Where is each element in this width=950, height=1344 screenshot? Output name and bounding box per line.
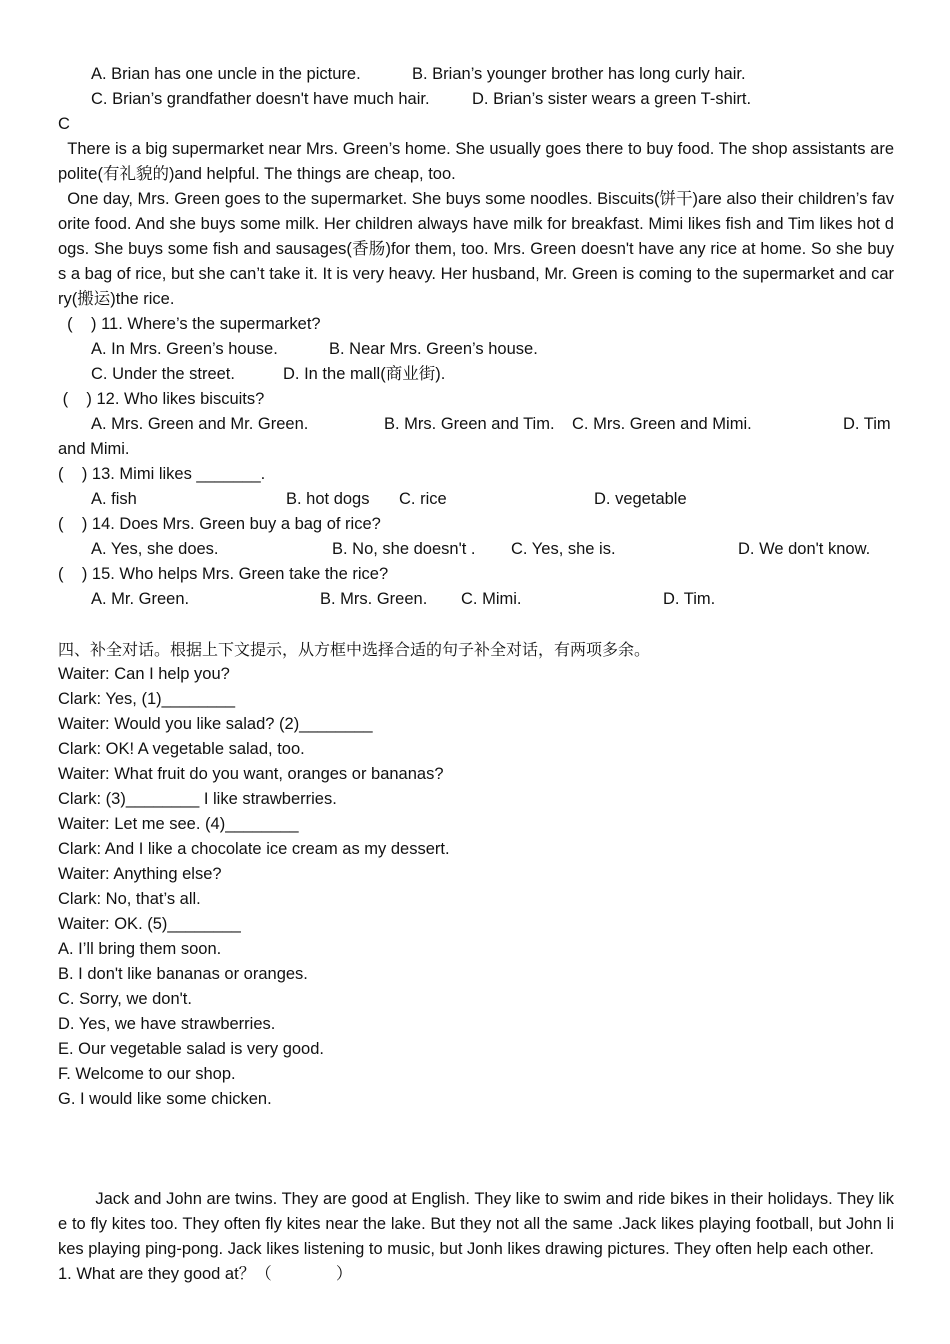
q15-option-a: A. Mr. Green. bbox=[91, 590, 190, 608]
q13-option-a: A. fish bbox=[91, 490, 137, 508]
q14-option-c: C. Yes, she is. bbox=[511, 540, 616, 558]
q15-options-row bbox=[58, 587, 894, 612]
spacer bbox=[58, 1112, 894, 1162]
options-row-b2 bbox=[58, 87, 894, 112]
option-c: C. Brian’s grandfather doesn't have much hair. bbox=[91, 90, 430, 108]
dialogue-line: Clark: Yes, (1)________ bbox=[58, 690, 236, 708]
dialogue-line: Waiter: Let me see. (4)________ bbox=[58, 815, 299, 833]
q13-options-row bbox=[58, 487, 894, 512]
q12-option-d: D. Tim bbox=[843, 415, 891, 433]
choice-item: G. I would like some chicken. bbox=[58, 1090, 272, 1108]
question-12: ( ) 12. Who likes biscuits? bbox=[58, 390, 265, 408]
dialogue-line: Clark: No, that’s all. bbox=[58, 890, 201, 908]
q12-options-row bbox=[58, 412, 894, 437]
twins-passage: Jack and John are twins. They are good at English. They like to swim and ride bikes in their holidays. They like to fly kites too. They often fly kites near the lake. But they not all the same .Jack likes playing football, but John likes playing ping-pong. Jack likes listening to music, but Jonh likes drawing pictures. They often help each other. bbox=[58, 1190, 894, 1258]
q11-options-row1 bbox=[58, 337, 894, 362]
question-15: ( ) 15. Who helps Mrs. Green take the rice? bbox=[58, 565, 389, 583]
option-d: D. Brian’s sister wears a green T-shirt. bbox=[472, 90, 752, 108]
choice-item: D. Yes, we have strawberries. bbox=[58, 1015, 276, 1033]
spacer bbox=[58, 612, 894, 637]
dialogue-line: Waiter: What fruit do you want, oranges or bananas? bbox=[58, 765, 444, 783]
q12-option-d-continuation: and Mimi. bbox=[58, 440, 130, 458]
choice-item: A. I’ll bring them soon. bbox=[58, 940, 222, 958]
dialogue-line: Waiter: Can I help you? bbox=[58, 665, 230, 683]
choice-item: E. Our vegetable salad is very good. bbox=[58, 1040, 324, 1058]
choice-item: B. I don't like bananas or oranges. bbox=[58, 965, 308, 983]
q15-option-b: B. Mrs. Green. bbox=[320, 590, 428, 608]
dialogue-line: Waiter: Anything else? bbox=[58, 865, 222, 883]
q11-option-b: B. Near Mrs. Green’s house. bbox=[329, 340, 538, 358]
worksheet-page bbox=[58, 62, 899, 1287]
q11-option-c: C. Under the street. bbox=[91, 365, 235, 383]
choice-item: C. Sorry, we don't. bbox=[58, 990, 192, 1008]
q14-option-a: A. Yes, she does. bbox=[91, 540, 219, 558]
spacer bbox=[58, 1162, 894, 1187]
q12-option-b: B. Mrs. Green and Tim. bbox=[384, 415, 555, 433]
section-c-para1: There is a big supermarket near Mrs. Green’s home. She usually goes there to buy food. The shop assistants are polite(有礼貌的)and helpful. The things are cheap, too. bbox=[58, 140, 899, 183]
options-row-b1 bbox=[58, 62, 894, 87]
dialogue-line: Waiter: Would you like salad? (2)________ bbox=[58, 715, 373, 733]
q12-option-c: C. Mrs. Green and Mimi. bbox=[572, 415, 752, 433]
q13-option-b: B. hot dogs bbox=[286, 490, 370, 508]
section-c-label: C bbox=[58, 115, 70, 133]
dialogue-line: Waiter: OK. (5)________ bbox=[58, 915, 241, 933]
question-11: ( ) 11. Where’s the supermarket? bbox=[58, 315, 321, 333]
q12-option-a: A. Mrs. Green and Mr. Green. bbox=[91, 415, 309, 433]
option-b: B. Brian’s younger brother has long curly hair. bbox=[412, 65, 746, 83]
q13-option-c: C. rice bbox=[399, 490, 447, 508]
dialogue-line: Clark: OK! A vegetable salad, too. bbox=[58, 740, 305, 758]
twins-question-1: 1. What are they good at？（ ） bbox=[58, 1265, 353, 1283]
dialogue-line: Clark: And I like a chocolate ice cream as my dessert. bbox=[58, 840, 450, 858]
q11-option-a: A. In Mrs. Green’s house. bbox=[91, 340, 278, 358]
question-13: ( ) 13. Mimi likes _______. bbox=[58, 465, 266, 483]
q15-option-d: D. Tim. bbox=[663, 590, 716, 608]
q11-options-row2 bbox=[58, 362, 894, 387]
section-c-para2: One day, Mrs. Green goes to the supermarket. She buys some noodles. Biscuits(饼干)are also their children’s favorite food. And she buys some milk. Her children always have milk for breakfast. Mimi likes fish and Tim likes hot dogs. She buys some fish and sausages(香肠)for them, too. Mrs. Green doesn't have any rice at home. So she buys a bag of rice, but she can’t take it. It is very heavy. Her husband, Mr. Green is coming to the supermarket and carry(搬运)the rice. bbox=[58, 190, 894, 308]
section-4-heading: 四、补全对话。根据上下文提示，从方框中选择合适的句子补全对话，有两项多余。 bbox=[58, 640, 651, 659]
q14-option-b: B. No, she doesn't . bbox=[332, 540, 476, 558]
q15-option-c: C. Mimi. bbox=[461, 590, 522, 608]
question-14: ( ) 14. Does Mrs. Green buy a bag of rice? bbox=[58, 515, 381, 533]
q14-options-row bbox=[58, 537, 894, 562]
dialogue-line: Clark: (3)________ I like strawberries. bbox=[58, 790, 337, 808]
q11-option-d: D. In the mall(商业街). bbox=[283, 365, 446, 383]
q14-option-d: D. We don't know. bbox=[738, 540, 871, 558]
q13-option-d: D. vegetable bbox=[594, 490, 687, 508]
choice-item: F. Welcome to our shop. bbox=[58, 1065, 236, 1083]
option-a: A. Brian has one uncle in the picture. bbox=[91, 65, 361, 83]
